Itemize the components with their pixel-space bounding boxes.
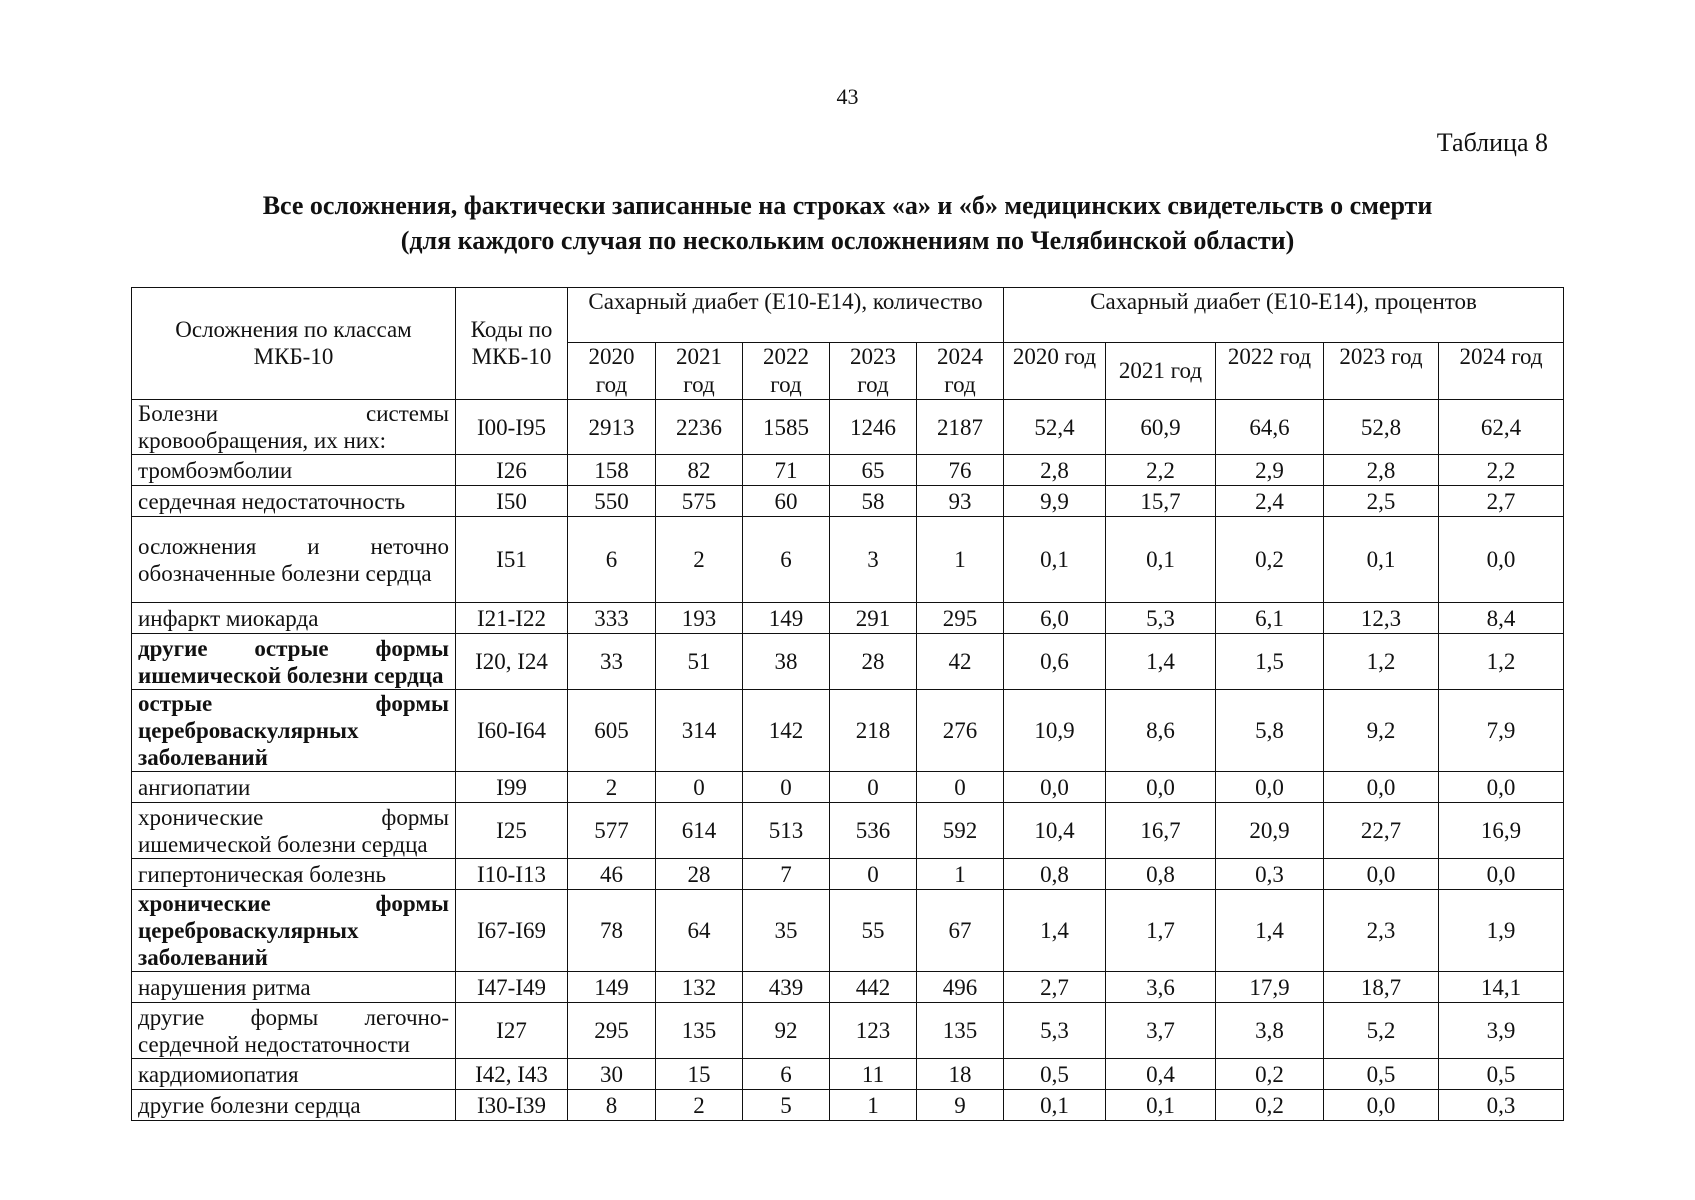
- count-cell: 78: [568, 890, 656, 972]
- count-cell: 92: [743, 1003, 830, 1059]
- complication-name: инфаркт миокарда: [132, 603, 456, 634]
- percent-cell: 5,3: [1106, 603, 1216, 634]
- count-cell: 314: [656, 690, 743, 772]
- icd-code: I99: [456, 772, 568, 803]
- table-row: [132, 803, 1564, 859]
- count-cell: 6: [743, 1059, 830, 1090]
- count-cell: 135: [917, 1003, 1004, 1059]
- count-cell: 0: [917, 772, 1004, 803]
- count-cell: 28: [830, 634, 917, 690]
- percent-cell: 14,1: [1439, 972, 1564, 1003]
- count-cell: 58: [830, 486, 917, 517]
- count-cell: 614: [656, 803, 743, 859]
- count-cell: 149: [743, 603, 830, 634]
- table-row: [132, 400, 1564, 455]
- header-codes: Коды по МКБ-10: [456, 288, 568, 400]
- percent-cell: 8,4: [1439, 603, 1564, 634]
- count-cell: 1: [830, 1090, 917, 1121]
- table-row: [132, 634, 1564, 690]
- count-cell: 276: [917, 690, 1004, 772]
- count-cell: 15: [656, 1059, 743, 1090]
- icd-code: I67-I69: [456, 890, 568, 972]
- header-count-year: 2022 год: [743, 343, 830, 400]
- table-row: [132, 972, 1564, 1003]
- percent-cell: 52,8: [1324, 400, 1439, 455]
- count-cell: 577: [568, 803, 656, 859]
- icd-code: I50: [456, 486, 568, 517]
- percent-cell: 5,3: [1004, 1003, 1106, 1059]
- count-cell: 6: [743, 517, 830, 603]
- count-cell: 536: [830, 803, 917, 859]
- count-cell: 51: [656, 634, 743, 690]
- percent-cell: 0,0: [1324, 772, 1439, 803]
- table-row: [132, 772, 1564, 803]
- percent-cell: 12,3: [1324, 603, 1439, 634]
- header-group-count: Сахарный диабет (Е10-Е14), количество: [568, 288, 1004, 343]
- header-complication: Осложнения по классам МКБ-10: [132, 288, 456, 400]
- count-cell: 38: [743, 634, 830, 690]
- percent-cell: 0,5: [1439, 1059, 1564, 1090]
- icd-code: I47-I49: [456, 972, 568, 1003]
- count-cell: 60: [743, 486, 830, 517]
- header-percent-year: 2024 год: [1439, 343, 1564, 400]
- icd-code: I00-I95: [456, 400, 568, 455]
- count-cell: 3: [830, 517, 917, 603]
- header-percent-year: 2020 год: [1004, 343, 1106, 400]
- count-cell: 93: [917, 486, 1004, 517]
- percent-cell: 1,5: [1216, 634, 1324, 690]
- percent-cell: 0,0: [1004, 772, 1106, 803]
- percent-cell: 0,0: [1216, 772, 1324, 803]
- page-number: 43: [836, 84, 859, 109]
- count-cell: 1: [917, 859, 1004, 890]
- count-cell: 513: [743, 803, 830, 859]
- table-row: [132, 1090, 1564, 1121]
- percent-cell: 0,1: [1106, 517, 1216, 603]
- count-cell: 0: [830, 859, 917, 890]
- icd-code: I60-I64: [456, 690, 568, 772]
- complication-name: осложнения и неточно обозначенные болезни сердца: [132, 517, 456, 603]
- percent-cell: 20,9: [1216, 803, 1324, 859]
- count-cell: 28: [656, 859, 743, 890]
- percent-cell: 0,8: [1106, 859, 1216, 890]
- table-row: [132, 1003, 1564, 1059]
- icd-code: I21-I22: [456, 603, 568, 634]
- percent-cell: 52,4: [1004, 400, 1106, 455]
- count-cell: 35: [743, 890, 830, 972]
- header-count-year: 2020 год: [568, 343, 656, 400]
- percent-cell: 0,2: [1216, 1059, 1324, 1090]
- percent-cell: 1,2: [1324, 634, 1439, 690]
- percent-cell: 1,7: [1106, 890, 1216, 972]
- percent-cell: 15,7: [1106, 486, 1216, 517]
- table-row: [132, 486, 1564, 517]
- count-cell: 2: [568, 772, 656, 803]
- percent-cell: 2,4: [1216, 486, 1324, 517]
- count-cell: 2236: [656, 400, 743, 455]
- percent-cell: 16,7: [1106, 803, 1216, 859]
- title-line-1: Все осложнения, фактически записанные на строках «а» и «б» медицинских свидетельств о смерти: [262, 191, 1433, 220]
- percent-cell: 2,2: [1439, 455, 1564, 486]
- header-count-year: 2024 год: [917, 343, 1004, 400]
- percent-cell: 0,3: [1439, 1090, 1564, 1121]
- count-cell: 575: [656, 486, 743, 517]
- percent-cell: 64,6: [1216, 400, 1324, 455]
- count-cell: 82: [656, 455, 743, 486]
- percent-cell: 5,2: [1324, 1003, 1439, 1059]
- percent-cell: 2,8: [1004, 455, 1106, 486]
- icd-code: I10-I13: [456, 859, 568, 890]
- percent-cell: 1,4: [1106, 634, 1216, 690]
- count-cell: 64: [656, 890, 743, 972]
- complications-table: [131, 287, 1564, 1121]
- percent-cell: 0,0: [1324, 1090, 1439, 1121]
- percent-cell: 0,1: [1106, 1090, 1216, 1121]
- percent-cell: 9,9: [1004, 486, 1106, 517]
- percent-cell: 3,9: [1439, 1003, 1564, 1059]
- table-row: [132, 517, 1564, 603]
- table-row: [132, 603, 1564, 634]
- percent-cell: 10,9: [1004, 690, 1106, 772]
- complication-name: гипертоническая болезнь: [132, 859, 456, 890]
- percent-cell: 16,9: [1439, 803, 1564, 859]
- count-cell: 132: [656, 972, 743, 1003]
- count-cell: 158: [568, 455, 656, 486]
- table-row: [132, 455, 1564, 486]
- table-body: [132, 400, 1564, 1121]
- table-title: [0, 188, 1695, 258]
- percent-cell: 2,7: [1004, 972, 1106, 1003]
- header-count-year: 2021 год: [656, 343, 743, 400]
- count-cell: 0: [656, 772, 743, 803]
- count-cell: 218: [830, 690, 917, 772]
- count-cell: 149: [568, 972, 656, 1003]
- count-cell: 291: [830, 603, 917, 634]
- complication-name: кардиомиопатия: [132, 1059, 456, 1090]
- count-cell: 496: [917, 972, 1004, 1003]
- percent-cell: 1,9: [1439, 890, 1564, 972]
- percent-cell: 0,0: [1439, 859, 1564, 890]
- percent-cell: 3,7: [1106, 1003, 1216, 1059]
- percent-cell: 0,2: [1216, 1090, 1324, 1121]
- count-cell: 2913: [568, 400, 656, 455]
- percent-cell: 10,4: [1004, 803, 1106, 859]
- percent-cell: 2,8: [1324, 455, 1439, 486]
- count-cell: 11: [830, 1059, 917, 1090]
- icd-code: I42, I43: [456, 1059, 568, 1090]
- percent-cell: 17,9: [1216, 972, 1324, 1003]
- count-cell: 67: [917, 890, 1004, 972]
- count-cell: 30: [568, 1059, 656, 1090]
- count-cell: 142: [743, 690, 830, 772]
- table-label: Таблица 8: [1436, 128, 1548, 157]
- complication-name: нарушения ритма: [132, 972, 456, 1003]
- percent-cell: 3,8: [1216, 1003, 1324, 1059]
- percent-cell: 62,4: [1439, 400, 1564, 455]
- percent-cell: 1,2: [1439, 634, 1564, 690]
- count-cell: 46: [568, 859, 656, 890]
- percent-cell: 0,3: [1216, 859, 1324, 890]
- count-cell: 193: [656, 603, 743, 634]
- percent-cell: 0,6: [1004, 634, 1106, 690]
- count-cell: 295: [917, 603, 1004, 634]
- complication-name: другие болезни сердца: [132, 1090, 456, 1121]
- percent-cell: 0,1: [1324, 517, 1439, 603]
- complication-name: Болезни системы кровообращения, их них:: [132, 400, 456, 455]
- count-cell: 2: [656, 517, 743, 603]
- count-cell: 76: [917, 455, 1004, 486]
- table-row: [132, 1059, 1564, 1090]
- percent-cell: 0,0: [1439, 772, 1564, 803]
- percent-cell: 3,6: [1106, 972, 1216, 1003]
- icd-code: I20, I24: [456, 634, 568, 690]
- header-group-percent: Сахарный диабет (Е10-Е14), процентов: [1004, 288, 1564, 343]
- complication-name: острые формы цереброваскулярных заболеваний: [132, 690, 456, 772]
- percent-cell: 0,1: [1004, 517, 1106, 603]
- percent-cell: 5,8: [1216, 690, 1324, 772]
- title-line-2: (для каждого случая по нескольким осложнениям по Челябинской области): [400, 226, 1295, 255]
- header-count-year: 2023 год: [830, 343, 917, 400]
- count-cell: 2: [656, 1090, 743, 1121]
- percent-cell: 2,5: [1324, 486, 1439, 517]
- count-cell: 7: [743, 859, 830, 890]
- table-row: [132, 690, 1564, 772]
- complication-name: сердечная недостаточность: [132, 486, 456, 517]
- count-cell: 8: [568, 1090, 656, 1121]
- percent-cell: 0,5: [1004, 1059, 1106, 1090]
- percent-cell: 18,7: [1324, 972, 1439, 1003]
- header-percent-year: 2022 год: [1216, 343, 1324, 400]
- count-cell: 1246: [830, 400, 917, 455]
- icd-code: I51: [456, 517, 568, 603]
- complication-name: хронические формы цереброваскулярных заболеваний: [132, 890, 456, 972]
- header-percent-year: 2023 год: [1324, 343, 1439, 400]
- count-cell: 33: [568, 634, 656, 690]
- count-cell: 0: [743, 772, 830, 803]
- icd-code: I27: [456, 1003, 568, 1059]
- percent-cell: 1,4: [1216, 890, 1324, 972]
- count-cell: 123: [830, 1003, 917, 1059]
- count-cell: 42: [917, 634, 1004, 690]
- count-cell: 0: [830, 772, 917, 803]
- count-cell: 605: [568, 690, 656, 772]
- icd-code: I26: [456, 455, 568, 486]
- count-cell: 71: [743, 455, 830, 486]
- icd-code: I30-I39: [456, 1090, 568, 1121]
- percent-cell: 0,4: [1106, 1059, 1216, 1090]
- table-row: [132, 890, 1564, 972]
- percent-cell: 0,0: [1324, 859, 1439, 890]
- percent-cell: 2,9: [1216, 455, 1324, 486]
- count-cell: 442: [830, 972, 917, 1003]
- count-cell: 1585: [743, 400, 830, 455]
- percent-cell: 7,9: [1439, 690, 1564, 772]
- complication-name: тромбоэмболии: [132, 455, 456, 486]
- percent-cell: 8,6: [1106, 690, 1216, 772]
- count-cell: 1: [917, 517, 1004, 603]
- count-cell: 6: [568, 517, 656, 603]
- count-cell: 9: [917, 1090, 1004, 1121]
- count-cell: 65: [830, 455, 917, 486]
- percent-cell: 6,1: [1216, 603, 1324, 634]
- percent-cell: 0,8: [1004, 859, 1106, 890]
- complication-name: другие острые формы ишемической болезни сердца: [132, 634, 456, 690]
- percent-cell: 2,2: [1106, 455, 1216, 486]
- header-percent-year: 2021 год: [1106, 343, 1216, 400]
- percent-cell: 0,2: [1216, 517, 1324, 603]
- percent-cell: 0,0: [1439, 517, 1564, 603]
- percent-cell: 9,2: [1324, 690, 1439, 772]
- percent-cell: 0,1: [1004, 1090, 1106, 1121]
- complication-name: ангиопатии: [132, 772, 456, 803]
- count-cell: 18: [917, 1059, 1004, 1090]
- table-row: [132, 859, 1564, 890]
- percent-cell: 0,0: [1106, 772, 1216, 803]
- complication-name: хронические формы ишемической болезни сердца: [132, 803, 456, 859]
- percent-cell: 6,0: [1004, 603, 1106, 634]
- count-cell: 439: [743, 972, 830, 1003]
- percent-cell: 60,9: [1106, 400, 1216, 455]
- percent-cell: 1,4: [1004, 890, 1106, 972]
- count-cell: 592: [917, 803, 1004, 859]
- percent-cell: 22,7: [1324, 803, 1439, 859]
- count-cell: 2187: [917, 400, 1004, 455]
- count-cell: 135: [656, 1003, 743, 1059]
- count-cell: 5: [743, 1090, 830, 1121]
- percent-cell: 0,5: [1324, 1059, 1439, 1090]
- count-cell: 333: [568, 603, 656, 634]
- complication-name: другие формы легочно-сердечной недостаточности: [132, 1003, 456, 1059]
- percent-cell: 2,3: [1324, 890, 1439, 972]
- percent-cell: 2,7: [1439, 486, 1564, 517]
- icd-code: I25: [456, 803, 568, 859]
- count-cell: 295: [568, 1003, 656, 1059]
- count-cell: 550: [568, 486, 656, 517]
- count-cell: 55: [830, 890, 917, 972]
